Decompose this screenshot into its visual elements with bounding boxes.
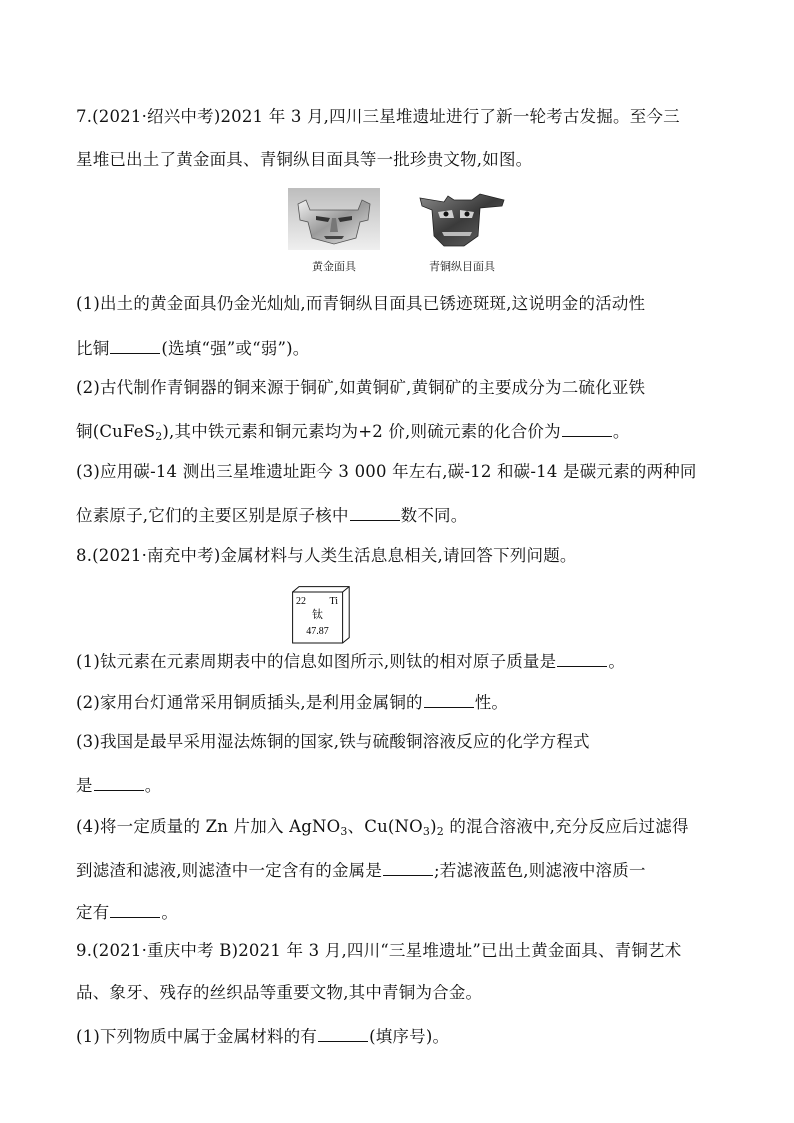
q7-part3-line2: 位素原子,它们的主要区别是原子核中 数不同。 xyxy=(76,506,468,525)
q9-stem-line2: 品、象牙、残存的丝织品等重要文物,其中青铜为合金。 xyxy=(76,983,483,1002)
q9-part1-answer-blank[interactable] xyxy=(318,1025,368,1042)
element-symbol: Ti xyxy=(329,596,338,607)
q8-part4-line3: 定有 。 xyxy=(76,903,179,922)
q9-part1: (1)下列物质中属于金属材料的有 (填序号)。 xyxy=(76,1027,450,1046)
q8-stem: 8.(2021·南充中考)金属材料与人类生活息息相关,请回答下列问题。 xyxy=(76,546,577,565)
q7-part3-line1: (3)应用碳-14 测出三星堆遗址距今 3 000 年左右,碳-12 和碳-14 是碳元素的两种同 xyxy=(76,462,697,481)
q7-part2-answer-blank[interactable] xyxy=(562,420,612,437)
element-name: 钛 xyxy=(312,608,323,621)
q8-part4-line2: 到滤渣和滤液,则滤渣中一定含有的金属是 ;若滤液蓝色,则滤液中溶质一 xyxy=(76,861,646,880)
q8-part3-line1: (3)我国是最早采用湿法炼铜的国家,铁与硫酸铜溶液反应的化学方程式 xyxy=(76,732,590,751)
q7-stem-line2: 星堆已出土了黄金面具、青铜纵目面具等一批珍贵文物,如图。 xyxy=(76,150,533,169)
q7-part2-line1: (2)古代制作青铜器的铜来源于铜矿,如黄铜矿,黄铜矿的主要成分为二硫化亚铁 xyxy=(76,378,646,397)
gold-mask-caption: 黄金面具 xyxy=(312,260,356,273)
q8-part2-answer-blank[interactable] xyxy=(424,691,474,708)
q8-part3-line2: 是 。 xyxy=(76,776,162,795)
q8-part2: (2)家用台灯通常采用铜质插头,是利用金属铜的 性。 xyxy=(76,693,509,712)
q7-stem-line1: 7.(2021·绍兴中考)2021 年 3 月,四川三星堆遗址进行了新一轮考古发掘。至今三 xyxy=(76,107,680,126)
q7-part1-answer-blank[interactable] xyxy=(110,337,160,354)
q7-part1-line2: 比铜 (选填“强”或“弱”)。 xyxy=(76,339,310,358)
titanium-element-card xyxy=(292,586,350,644)
q9-stem-line1: 9.(2021·重庆中考 B)2021 年 3 月,四川“三星堆遗址”已出土黄金面具、青铜艺术 xyxy=(76,941,682,960)
q8-part3-answer-blank[interactable] xyxy=(94,774,144,791)
q8-part1-answer-blank[interactable] xyxy=(557,650,607,667)
bronze-mask-figure xyxy=(414,188,510,274)
bronze-mask-caption: 青铜纵目面具 xyxy=(429,260,495,273)
element-number: 22 xyxy=(296,596,306,607)
element-card-frame xyxy=(292,586,350,644)
q7-part1-line1: (1)出土的黄金面具仍金光灿灿,而青铜纵目面具已锈迹斑斑,这说明金的活动性 xyxy=(76,294,646,313)
q8-part4-answer-blank-2[interactable] xyxy=(110,901,160,918)
bronze-mask-image xyxy=(414,188,510,250)
gold-mask-figure xyxy=(288,188,380,274)
q7-part3-answer-blank[interactable] xyxy=(350,504,400,521)
gold-mask-image xyxy=(288,188,380,250)
q8-part1: (1)钛元素在元素周期表中的信息如图所示,则钛的相对原子质量是 。 xyxy=(76,652,626,671)
q8-part4-line1: (4)将一定质量的 Zn 片加入 AgNO$_3$、$Cu(NO_3)_2$ 的混合溶液中,充分反应后过滤得 xyxy=(76,817,689,838)
element-mass: 47.87 xyxy=(306,626,329,637)
q8-part4-answer-blank-1[interactable] xyxy=(383,859,433,876)
q7-part2-line2: 铜(CuFeS$_2$),其中铁元素和铜元素均为+2 价,则硫元素的化合价为 。 xyxy=(76,422,630,443)
